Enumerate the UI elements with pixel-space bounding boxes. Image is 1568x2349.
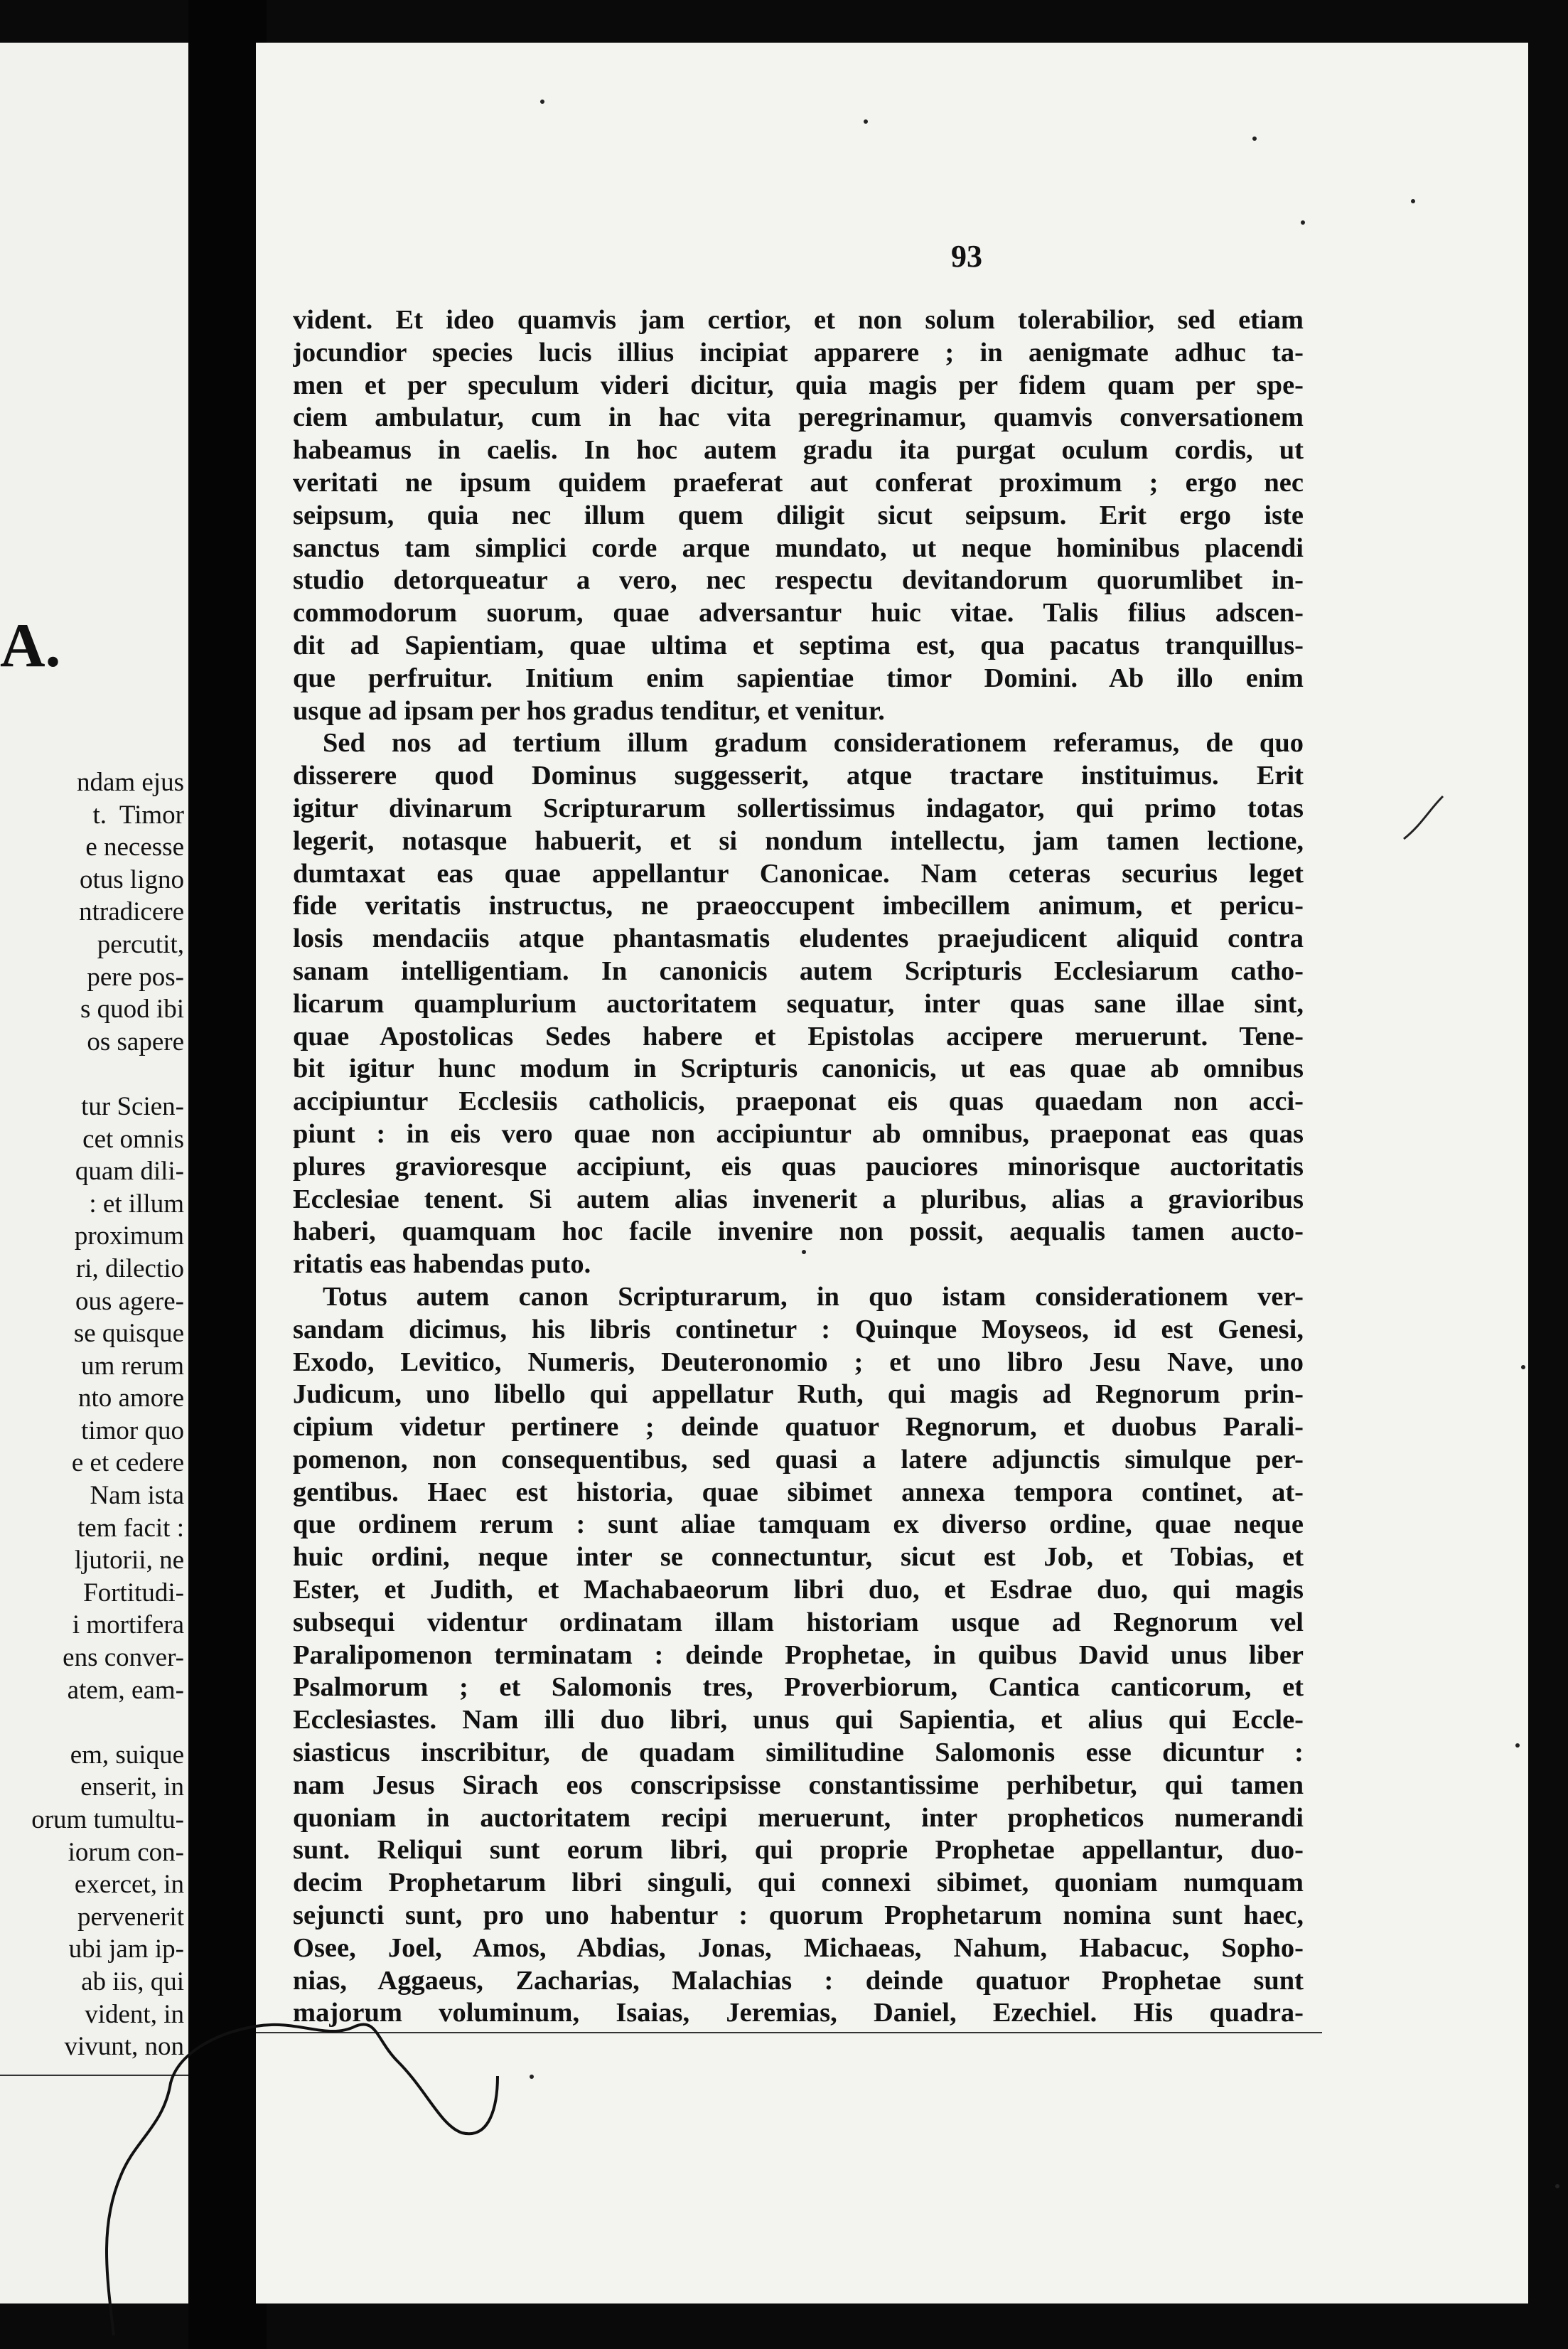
text-line: Psalmorum ; et Salomonis tres, Proverbiorum, Cantica canticorum, et — [293, 1672, 1304, 1703]
text-line: Exodo, Levitico, Numeris, Deuteronomio ; et uno libro Jesu Nave, uno — [293, 1347, 1304, 1377]
text-line: bit igitur hunc modum in Scripturis canonicis, ut eas quae ab omnibus — [293, 1054, 1304, 1084]
left-page-line: vident, in — [85, 1999, 184, 2029]
left-page-line: timor quo — [81, 1416, 184, 1445]
text-line: quoniam in auctoritatem recipi meruerunt, inter propheticos numerandi — [293, 1802, 1304, 1833]
text-line: subsequi videntur ordinatam illam historiam usque ad Regnorum vel — [293, 1607, 1304, 1637]
text-line: piunt : in eis vero quae non accipiuntur ab omnibus, praeponat eas quas — [293, 1118, 1304, 1149]
left-page-line: ntradicere — [79, 897, 184, 927]
text-line: habeamus in caelis. In hoc autem gradu ita purgat oculum cordis, ut — [293, 435, 1304, 466]
text-line: disserere quod Dominus suggesserit, atque tractare instituimus. Erit — [293, 761, 1304, 791]
left-page-line: tur Scien- — [81, 1091, 184, 1121]
text-line: quae Apostolicas Sedes habere et Epistolas accipere meruerunt. Tene- — [293, 1021, 1304, 1052]
text-line: Osee, Joel, Amos, Abdias, Jonas, Michaeas, Nahum, Habacuc, Sopho- — [293, 1932, 1304, 1963]
text-line: usque ad ipsam per hos gradus tenditur, et venitur. — [293, 695, 885, 726]
text-line: cipium videtur pertinere ; deinde quatuor Regnorum, et duobus Parali- — [293, 1412, 1304, 1443]
left-page-line: t. Timor — [92, 800, 184, 830]
text-line: nias, Aggaeus, Zacharias, Malachias : deinde quatuor Prophetae sunt — [293, 1965, 1304, 1996]
left-page-line: em, suique — [70, 1740, 184, 1770]
left-page-line: ens conver- — [63, 1643, 184, 1673]
text-line: que perfruitur. Initium enim sapientiae timor Domini. Ab illo enim — [293, 663, 1304, 693]
left-page-text-column — [31, 766, 184, 2063]
text-line: sunt. Reliqui sunt eorum libri, qui proprie Prophetae appellantur, duo- — [293, 1835, 1304, 1866]
left-page-line: enserit, in — [80, 1772, 184, 1802]
text-line: plures gravioresque accipiunt, eis quas pauciores minorisque auctoritatis — [293, 1151, 1304, 1182]
left-page-line: e necesse — [85, 833, 184, 862]
text-line: Ecclesiastes. Nam illi duo libri, unus qui Sapientia, et alius qui Eccle- — [293, 1705, 1304, 1735]
book-gutter — [188, 0, 267, 2349]
left-page-line: nto amore — [78, 1384, 184, 1413]
left-page-line: i mortifera — [72, 1610, 184, 1640]
text-line: huic ordini, neque inter se connectuntur, sicut est Job, et Tobias, et — [293, 1542, 1304, 1573]
text-line: dumtaxat eas quae appellantur Canonicae. Nam ceteras securius leget — [293, 858, 1304, 889]
left-page-line: iorum con- — [68, 1837, 184, 1867]
left-page-line — [31, 1058, 184, 1091]
text-line: haberi, quamquam hoc facile invenire non possit, aequalis tamen aucto- — [293, 1216, 1304, 1247]
text-line: losis mendaciis atque phantasmatis eludentes praejudicent aliquid contra — [293, 924, 1304, 954]
left-page-line: orum tumultu- — [31, 1805, 184, 1834]
text-line: dit ad Sapientiam, quae ultima et septima est, qua pacatus tranquillus- — [293, 630, 1304, 660]
text-line: Sed nos ad tertium illum gradum considerationem referamus, de quo — [323, 728, 1304, 759]
left-page-line: ljutorii, ne — [74, 1546, 184, 1575]
left-page-line: quam dili- — [75, 1157, 184, 1187]
right-page — [256, 43, 1528, 2303]
text-line: sanctus tam simplici corde arque mundato, ut neque hominibus placendi — [293, 533, 1304, 563]
text-line: legerit, notasque habuerit, et si nondum intellectu, jam tamen lectione, — [293, 825, 1304, 856]
left-page-line: Fortitudi- — [83, 1578, 184, 1607]
text-line: majorum voluminum, Isaias, Jeremias, Daniel, Ezechiel. His quadra- — [293, 1998, 1304, 2028]
text-line: studio detorqueatur a vero, nec respectu devitandorum quorumlibet in- — [293, 565, 1304, 596]
left-facing-page — [0, 43, 188, 2303]
left-page-line: Nam ista — [90, 1481, 184, 1511]
left-page-line: um rerum — [81, 1351, 184, 1381]
text-line: vident. Et ideo quamvis jam certior, et non solum tolerabilior, sed etiam — [293, 305, 1304, 335]
left-page-line: ndam ejus — [76, 768, 184, 797]
text-line: Judicum, uno libello qui appellatur Ruth, qui magis ad Regnorum prin- — [293, 1379, 1304, 1410]
text-line: ciem ambulatur, cum in hac vita peregrinamur, quamvis conversationem — [293, 402, 1304, 433]
left-page-line: pervenerit — [77, 1902, 184, 1932]
left-page-line: ous agere- — [75, 1286, 184, 1316]
text-line: decim Prophetarum libri singuli, qui connexi sibimet, quoniam numquam — [293, 1868, 1304, 1898]
text-line: Ecclesiae tenent. Si autem alias invenerit a pluribus, alias a gravioribus — [293, 1184, 1304, 1214]
text-line: Paralipomenon terminatam : deinde Prophetae, in quibus David unus liber — [293, 1639, 1304, 1670]
left-page-line: os sapere — [87, 1027, 184, 1056]
text-line: pomenon, non consequentibus, sed quasi a latere adjunctis simulque per- — [293, 1444, 1304, 1475]
text-line: men et per speculum videri dicitur, quia magis per fidem quam per spe- — [293, 370, 1304, 400]
text-line: licarum quamplurium auctoritatem sequatur, inter quas sane illae sint, — [293, 988, 1304, 1019]
text-line: que ordinem rerum : sunt aliae tamquam ex diverso ordine, quae neque — [293, 1509, 1304, 1540]
left-page-line — [31, 1706, 184, 1739]
text-line: fide veritatis instructus, ne praeoccupent imbecillem animum, et pericu- — [293, 891, 1304, 921]
left-page-line: ubi jam ip- — [68, 1935, 184, 1964]
left-page-line: se quisque — [73, 1319, 184, 1349]
text-line: ritatis eas habendas puto. — [293, 1249, 591, 1280]
text-line: nam Jesus Sirach eos conscripsisse constantissime perhibetur, qui tamen — [293, 1770, 1304, 1800]
left-page-line: pere pos- — [87, 962, 184, 992]
left-page-line: ri, dilectio — [75, 1253, 184, 1283]
left-page-line: proximum — [74, 1221, 184, 1251]
page-number: 93 — [951, 239, 982, 274]
left-page-line: : et illum — [89, 1189, 184, 1219]
text-line: commodorum suorum, quae adversantur huic vitae. Talis filius adscen- — [293, 598, 1304, 628]
text-line: Totus autem canon Scripturarum, in quo istam considerationem ver- — [323, 1281, 1304, 1312]
text-line: sejuncti sunt, pro uno habentur : quorum Prophetarum nomina sunt haec, — [293, 1900, 1304, 1931]
left-page-line: otus ligno — [80, 865, 184, 894]
text-line: gentibus. Haec est historia, quae sibimet annexa tempora continet, at- — [293, 1477, 1304, 1507]
left-page-line: tem facit : — [77, 1513, 184, 1543]
body-text — [293, 304, 1304, 2030]
text-line: Ester, et Judith, et Machabaeorum libri duo, et Esdrae duo, qui magis — [293, 1575, 1304, 1605]
text-line: veritati ne ipsum quidem praeferat aut conferat proximum ; ergo nec — [293, 467, 1304, 498]
left-page-line: e et cedere — [71, 1448, 184, 1478]
left-page-heading-fragment: A. — [0, 611, 61, 680]
left-page-rule — [0, 2075, 188, 2076]
left-page-line: cet omnis — [82, 1124, 184, 1154]
text-line: siasticus inscribitur, de quadam similitudine Salomonis esse dicuntur : — [293, 1738, 1304, 1768]
text-line: sandam dicimus, his libris continetur : Quinque Moyseos, id est Genesi, — [293, 1314, 1304, 1344]
text-line: igitur divinarum Scripturarum sollertissimus indagator, qui primo totas — [293, 793, 1304, 823]
text-line: jocundior species lucis illius incipiat apparere ; in aenigmate adhuc ta- — [293, 337, 1304, 368]
text-line: seipsum, quia nec illum quem diligit sicut seipsum. Erit ergo iste — [293, 500, 1304, 530]
left-page-line: vivunt, non — [64, 2032, 184, 2062]
left-page-line: exercet, in — [74, 1870, 184, 1900]
left-page-line: atem, eam- — [67, 1675, 184, 1705]
text-line: accipiuntur Ecclesiis catholicis, praeponat eis quas quaedam non acci- — [293, 1086, 1304, 1117]
left-page-line: s quod ibi — [80, 995, 184, 1024]
page-bottom-rule — [256, 2032, 1322, 2033]
text-line: sanam intelligentiam. In canonicis autem Scripturis Ecclesiarum catho- — [293, 956, 1304, 986]
left-page-line: ab iis, qui — [81, 1967, 184, 1996]
left-page-line: percutit, — [97, 929, 184, 959]
